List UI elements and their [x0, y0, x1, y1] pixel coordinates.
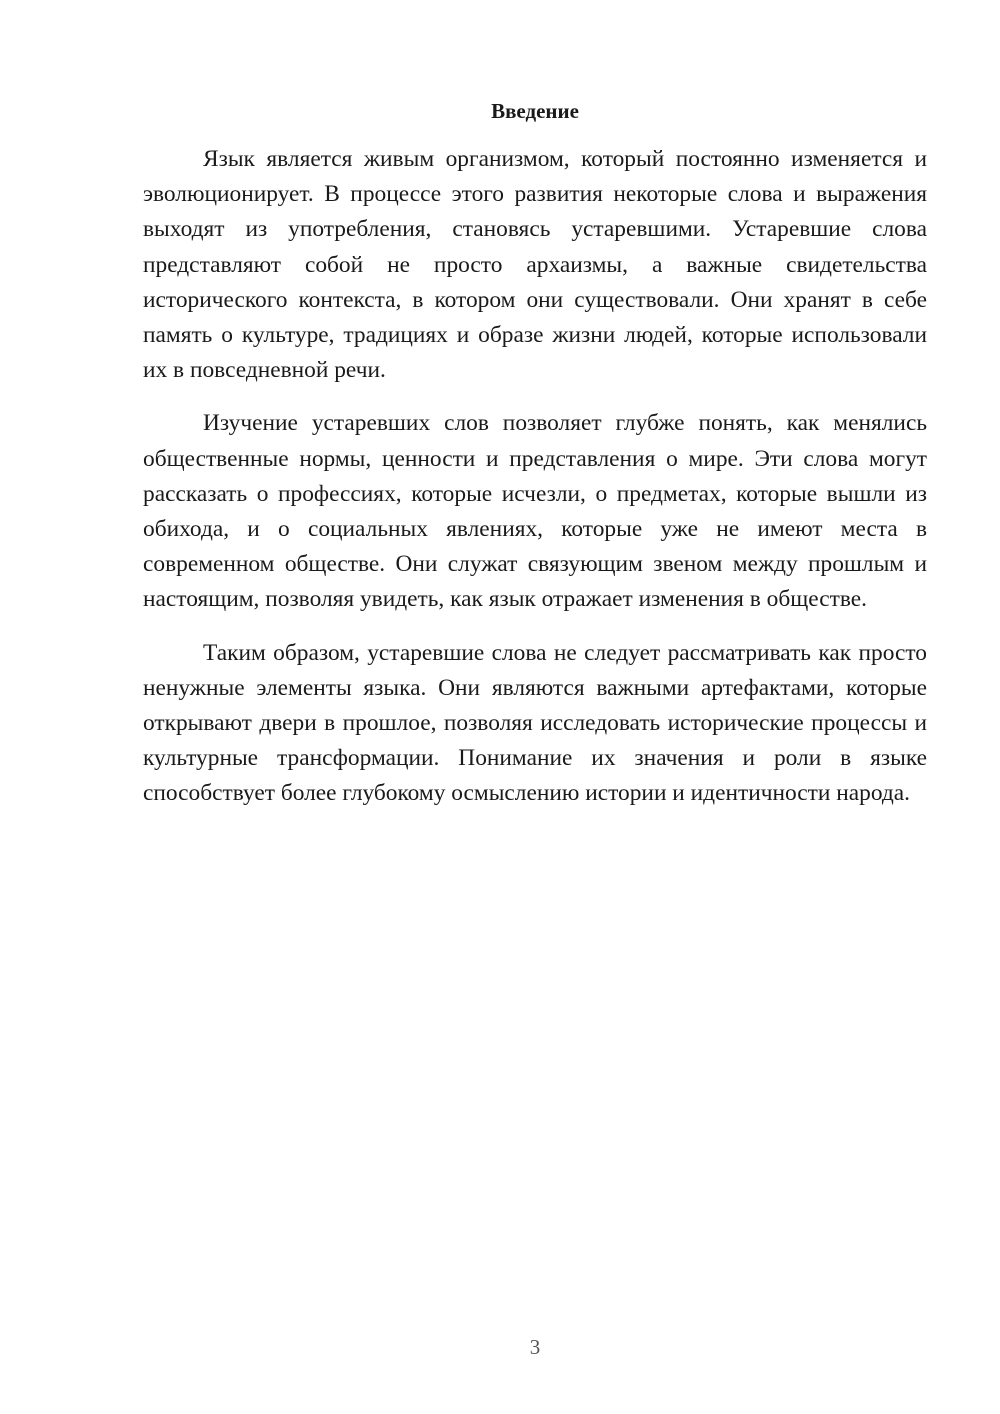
page-number: 3 — [529, 1335, 541, 1359]
paragraph-1: Язык является живым организмом, который постоянно изменяется и эволюционирует. В процессе этого развития некоторые слова и выражения выходят из употребления, становясь устаревшими. Устаревшие слова представляют собой не просто архаизмы, а важные свидетельства исторического контекста, в котором они существовали. Они хранят в себе память о культуре, традициях и образе жизни людей, которые использовали их в повседневной речи. — [143, 146, 927, 384]
paragraph-3: Таким образом, устаревшие слова не следует рассматривать как просто ненужные элементы языка. Они являются важными артефактами, которые открывают двери в прошлое, позволяя исследовать исторические процессы и культурные трансформации. Понимание их значения и роли в языке способствует более глубокому осмыслению истории и идентичности народа. — [143, 639, 927, 807]
paragraph-2: Изучение устаревших слов позволяет глубже понять, как менялись общественные нормы, ценности и представления о мире. Эти слова могут рассказать о профессиях, которые исчезли, о предметах, которые вышли из обихода, и о социальных явлениях, которые уже не имеют места в современном обществе. Они служат связующим звеном между прошлым и настоящим, позволяя увидеть, как язык отражает изменения в обществе. — [143, 410, 927, 613]
page-title: Введение — [491, 99, 579, 123]
document-body — [143, 142, 927, 830]
